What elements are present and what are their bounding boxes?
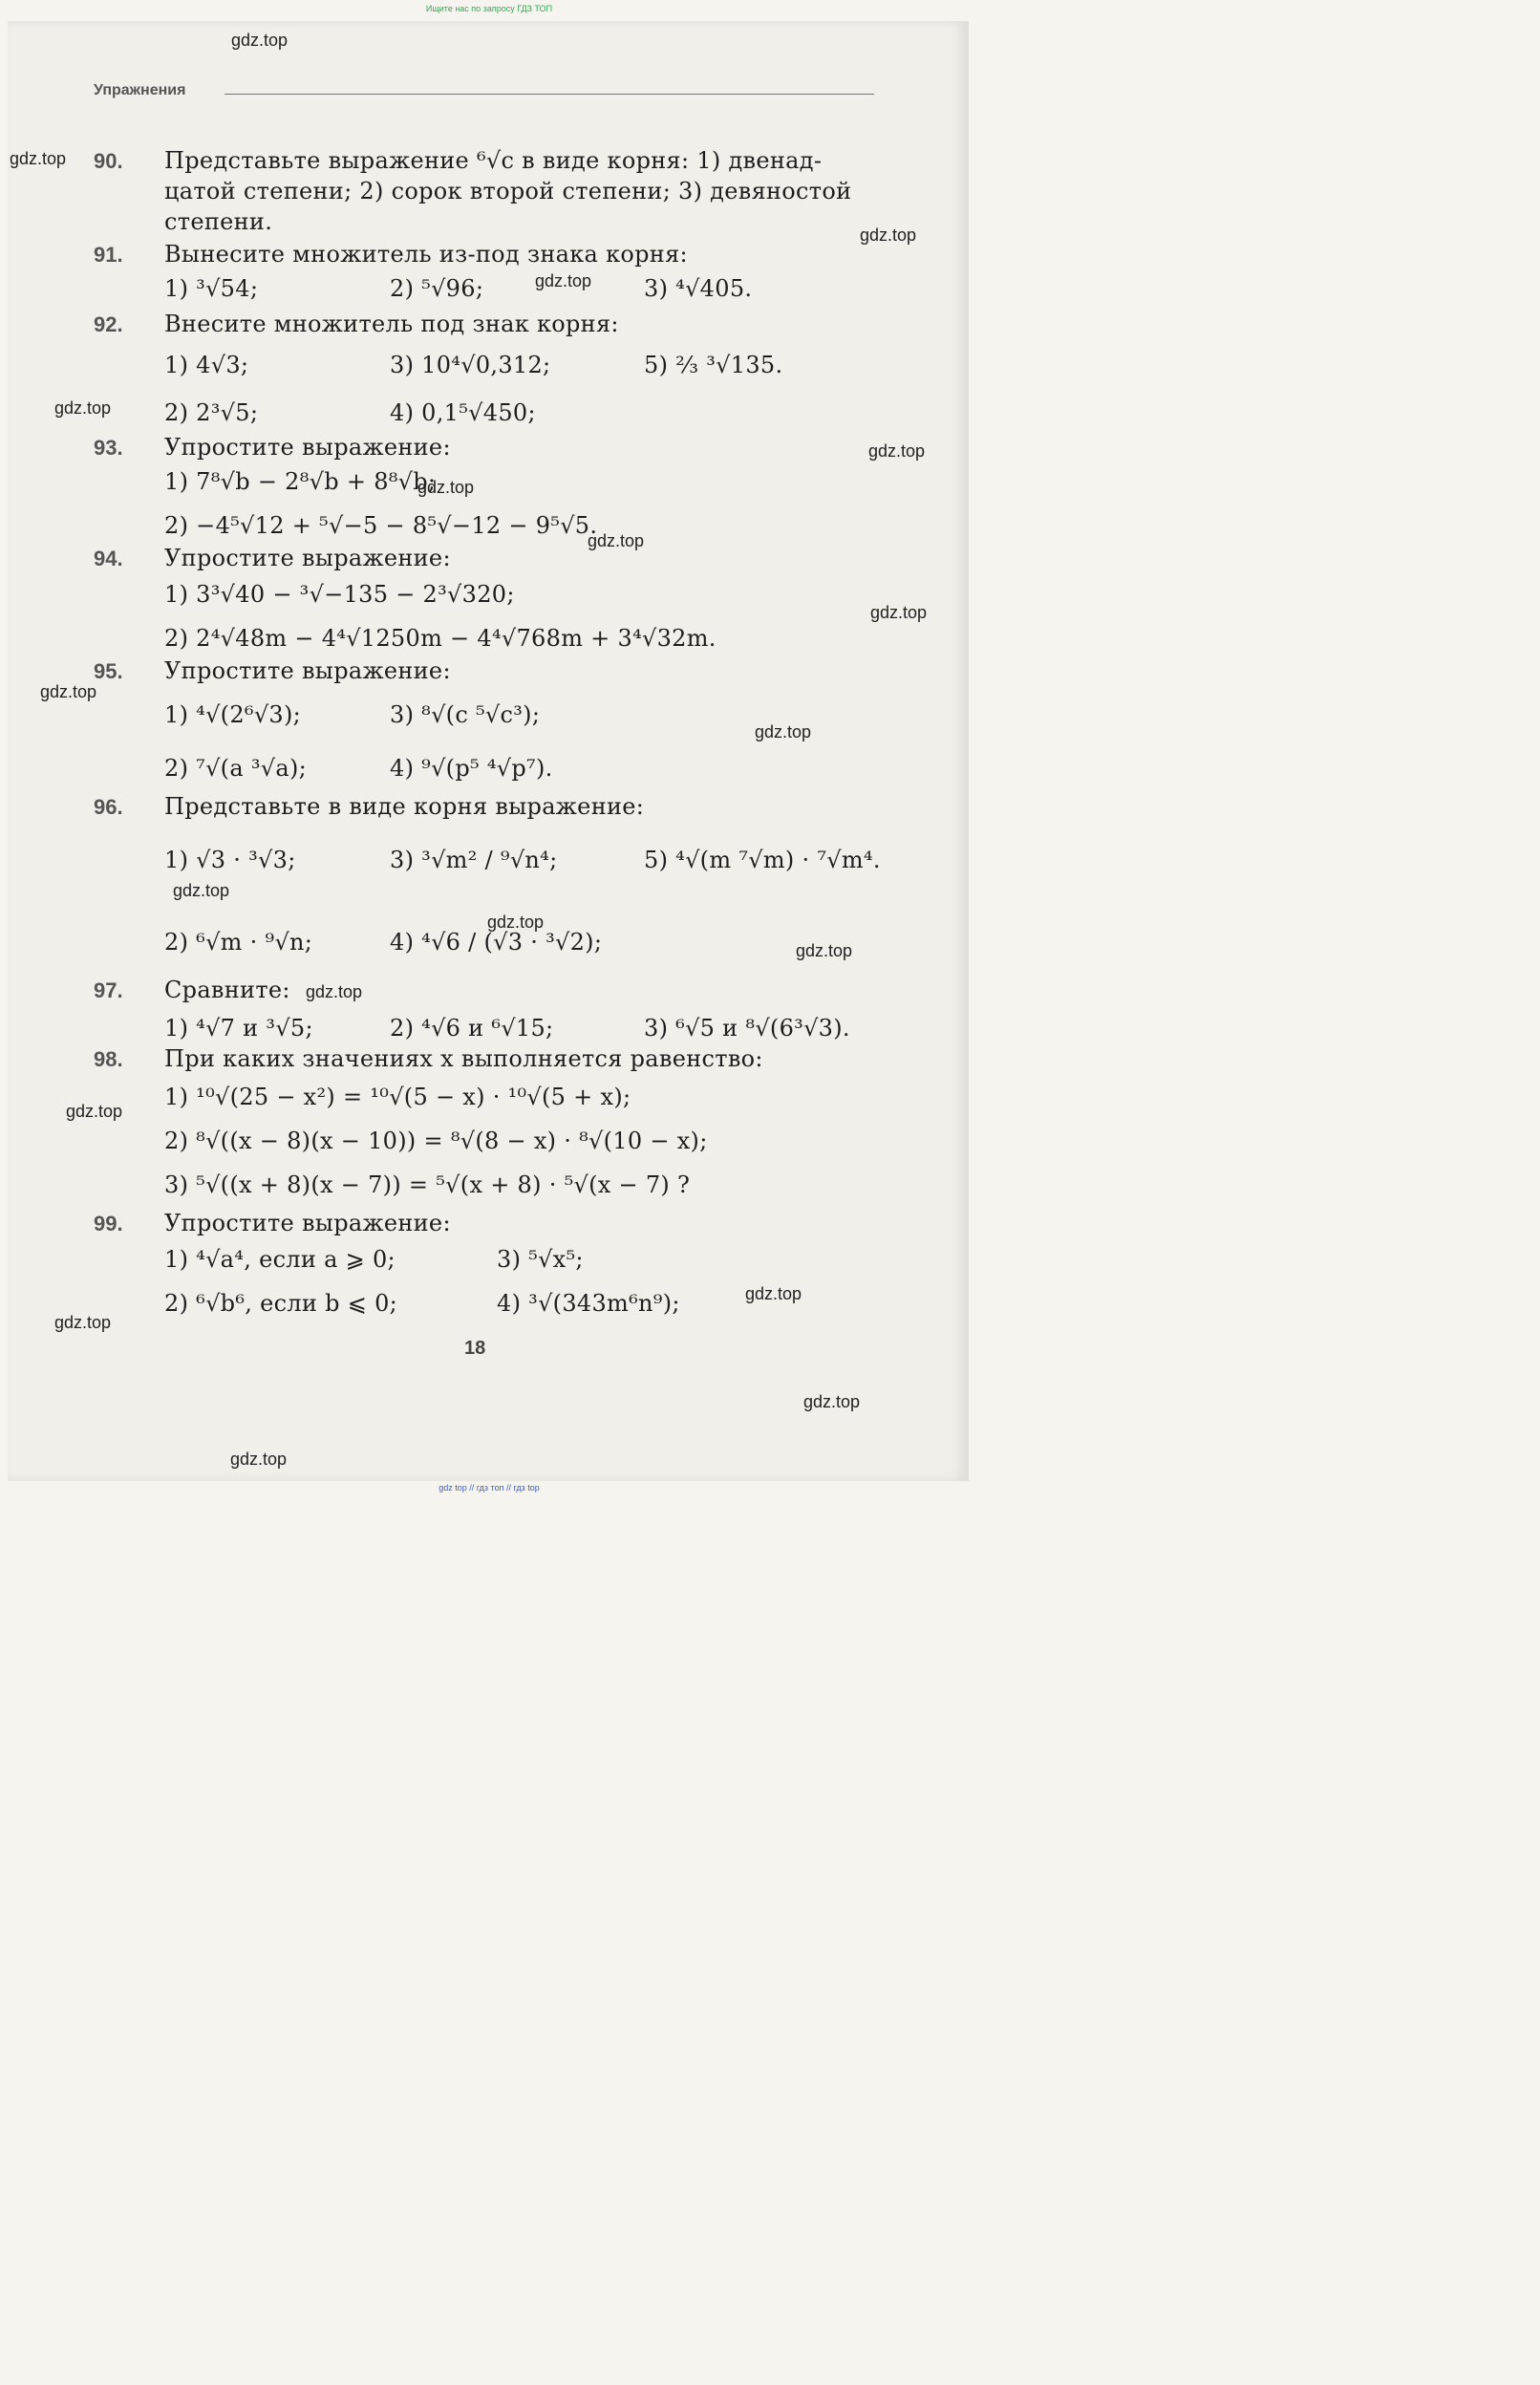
exercise-item: 1) 3³√40 − ³√−135 − 2³√320; [164,581,515,608]
exercise-item: 2) 2⁴√48m − 4⁴√1250m − 4⁴√768m + 3⁴√32m. [164,625,717,652]
top-note: Ищите нас по запросу ГДЗ ТОП [425,4,553,13]
exercise-item: 2) ⁸√((x − 8)(x − 10)) = ⁸√(8 − x) · ⁸√(10 − x); [164,1128,708,1154]
exercise-text: Упростите выражение: [164,1210,451,1236]
exercise-item: 3) ⁵√((x + 8)(x − 7)) = ⁵√(x + 8) · ⁵√(x − 7) ? [164,1171,691,1198]
exercise-text: При каких значениях x выполняется равенство: [164,1045,763,1072]
exercise-item: 3) ⁴√405. [644,275,753,302]
section-title: Упражнения [94,82,186,98]
section-rule [225,94,874,95]
exercise-item: 3) 10⁴√0,312; [390,352,551,378]
watermark: gdz.top [803,1392,861,1411]
exercise-number: 94. [94,547,123,570]
exercise-number: 93. [94,436,123,460]
watermark: gdz.top [796,941,853,960]
exercise-item: 3) ⁵√x⁵; [497,1246,584,1273]
exercise-item: 2) ⁵√96; [390,275,484,302]
exercise-text: Представьте в виде корня выражение: [164,793,645,820]
exercise-item: 2) ⁷√(a ³√a); [164,755,308,782]
exercise-item: 3) ⁸√(c ⁵√c³); [390,701,541,728]
watermark: gdz.top [745,1284,802,1303]
exercise-number: 99. [94,1212,123,1235]
exercise-item: 1) ³√54; [164,275,259,302]
watermark: gdz.top [40,682,97,701]
exercise-item: 4) ⁴√6 / (√3 · ³√2); [390,929,603,956]
exercise-item: 2) 2³√5; [164,399,259,426]
exercise-item: 5) ²⁄₃ ³√135. [644,352,783,378]
exercise-text: Сравните: [164,977,290,1003]
exercise-text: Представьте выражение ⁶√c в виде корня: 1) двенад- [164,147,823,174]
exercise-item: 3) ⁶√5 и ⁸√(6³√3). [644,1015,850,1042]
exercise-text: Вынесите множитель из-под знака корня: [164,241,688,268]
exercise-text: Упростите выражение: [164,545,451,571]
exercise-item: 1) √3 · ³√3; [164,847,296,873]
exercise-item: 1) ⁴√a⁴, если a ⩾ 0; [164,1246,396,1273]
exercise-item: 5) ⁴√(m ⁷√m) · ⁷√m⁴. [644,847,881,873]
watermark: gdz.top [755,722,812,741]
exercise-text: Внесите множитель под знак корня: [164,311,619,337]
exercise-text: Упростите выражение: [164,657,451,684]
exercise-number: 90. [94,149,123,173]
exercise-item: 1) ¹⁰√(25 − x²) = ¹⁰√(5 − x) · ¹⁰√(5 + x); [164,1084,631,1110]
exercise-number: 92. [94,312,123,336]
watermark: gdz.top [868,441,926,461]
exercise-item: 4) ³√(343m⁶n⁹); [497,1290,680,1317]
watermark: gdz.top [860,226,917,245]
watermark: gdz.top [870,603,928,622]
exercise-text: цатой степени; 2) сорок второй степени; 3) девяностой [164,178,852,204]
watermark: gdz.top [306,982,363,1001]
exercise-item: 2) ⁴√6 и ⁶√15; [390,1015,554,1042]
watermark: gdz.top [54,1313,112,1332]
bottom-note: gdz top // гдз топ // гдз top [438,1483,540,1493]
exercise-number: 91. [94,243,123,267]
exercise-item: 4) 0,1⁵√450; [390,399,536,426]
watermark: gdz.top [231,31,289,50]
exercise-number: 97. [94,978,123,1002]
exercise-text: Упростите выражение: [164,434,451,461]
exercise-item: 2) ⁶√b⁶, если b ⩽ 0; [164,1290,398,1317]
exercise-item: 1) 4√3; [164,352,249,378]
exercise-item: 4) ⁹√(p⁵ ⁴√p⁷). [390,755,553,782]
bleed-through-text [822,134,965,1328]
exercise-item: 3) ³√m² / ⁹√n⁴; [390,847,558,873]
watermark: gdz.top [54,398,112,418]
exercise-item: 2) ⁶√m · ⁹√n; [164,929,313,956]
exercise-number: 96. [94,795,123,819]
exercise-number: 95. [94,659,123,683]
watermark: gdz.top [588,531,645,550]
page-number: 18 [464,1338,486,1359]
watermark: gdz.top [10,149,67,168]
watermark: gdz.top [173,881,230,900]
exercise-item: 1) ⁴√(2⁶√3); [164,701,302,728]
exercise-item: 1) 7⁸√b − 2⁸√b + 8⁸√b; [164,468,437,495]
watermark: gdz.top [535,271,592,290]
exercise-item: 2) −4⁵√12 + ⁵√−5 − 8⁵√−12 − 9⁵√5. [164,512,598,539]
exercise-text: степени. [164,208,273,235]
watermark: gdz.top [66,1102,123,1121]
watermark: gdz.top [487,913,545,932]
exercise-number: 98. [94,1047,123,1071]
exercise-item: 1) ⁴√7 и ³√5; [164,1015,313,1042]
watermark: gdz.top [417,478,475,497]
watermark: gdz.top [230,1450,288,1469]
